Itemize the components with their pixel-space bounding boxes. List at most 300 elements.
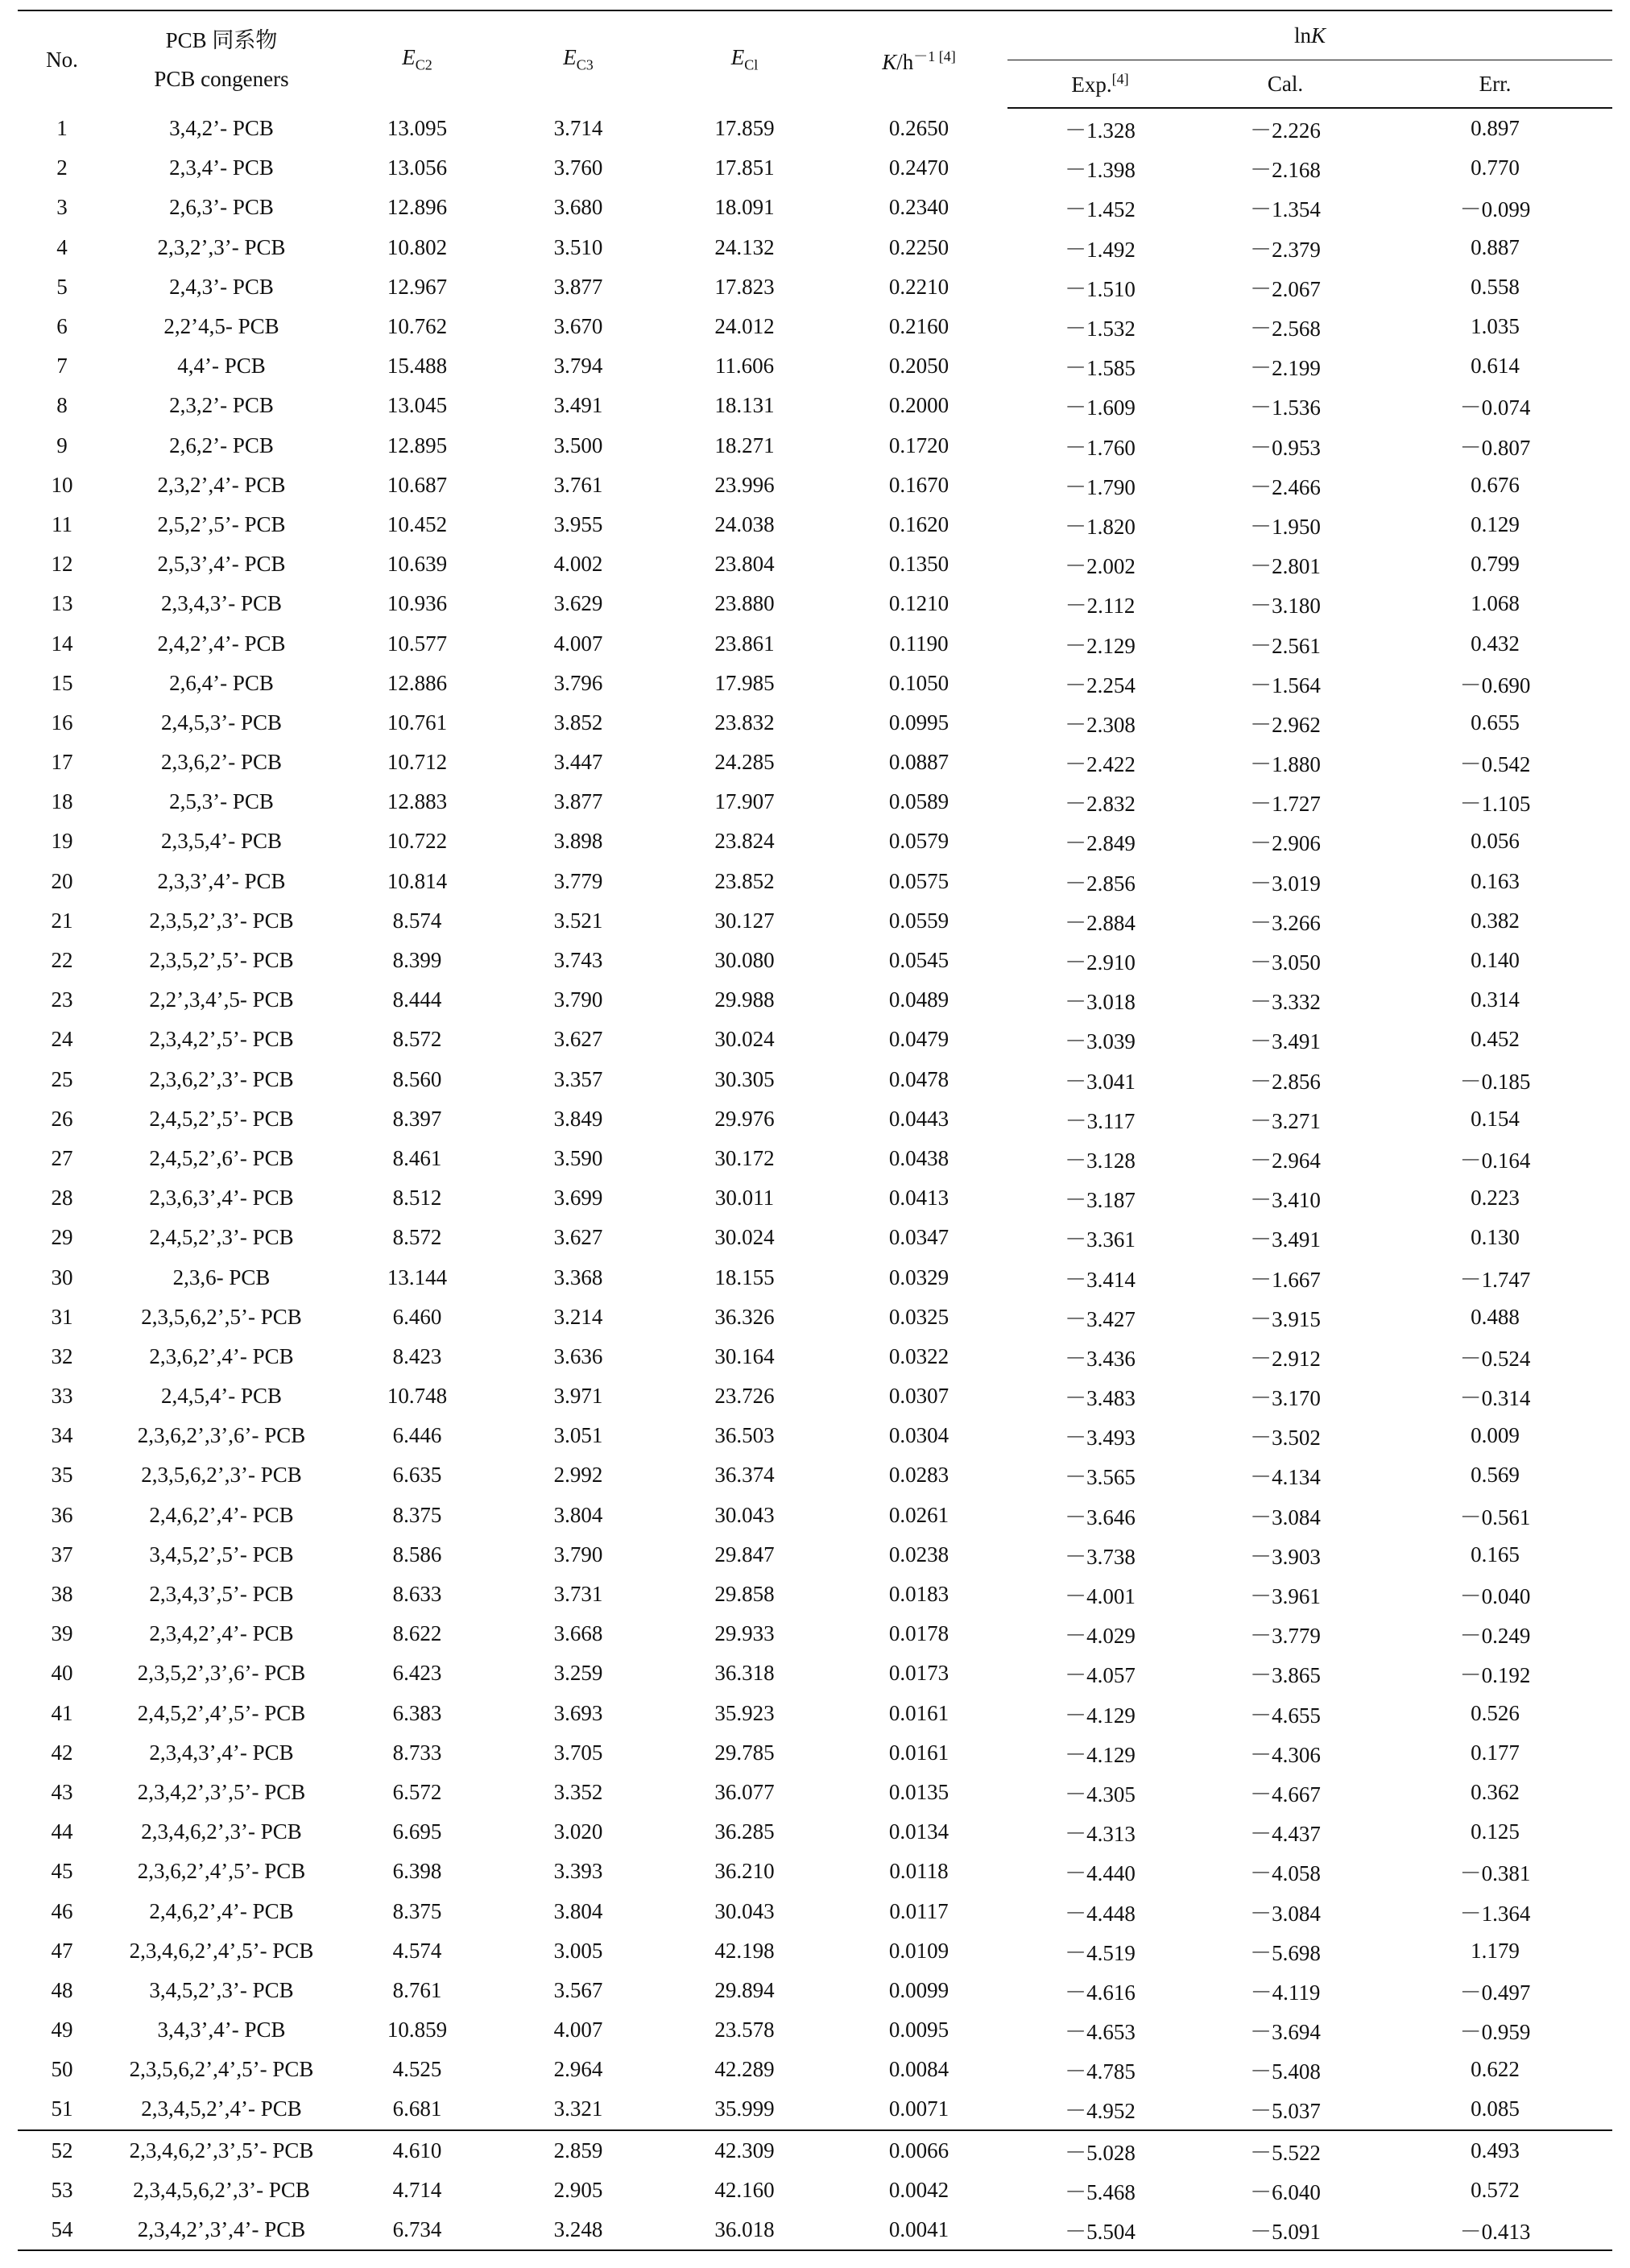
row-no: 53 bbox=[51, 2177, 73, 2202]
row-congener: 2,3,5,2’,5’- PCB bbox=[149, 948, 294, 973]
row-ec3: 3.668 bbox=[553, 1621, 603, 1646]
row-lnk-exp: －5.028 bbox=[1007, 2130, 1193, 2171]
row-ecl: 24.285 bbox=[714, 750, 775, 775]
row-lnk-exp: －1.609 bbox=[1065, 395, 1136, 420]
row-congener: 2,3,4,3’- PCB bbox=[160, 591, 283, 616]
table-row bbox=[18, 1931, 1612, 1971]
row-lnk-err: －0.381 bbox=[1459, 1861, 1531, 1886]
row-k: 0.0173 bbox=[888, 1661, 949, 1686]
row-congener: 2,4,5,2’,3’- PCB bbox=[149, 1225, 294, 1250]
row-k: 0.1050 bbox=[888, 670, 949, 695]
row-no: 38 bbox=[51, 1582, 73, 1607]
row-lnk-exp: －4.952 bbox=[1065, 2099, 1136, 2124]
row-ecl: 29.976 bbox=[714, 1106, 775, 1131]
table-row bbox=[18, 108, 1612, 148]
row-lnk-exp: －2.832 bbox=[1065, 792, 1136, 817]
row-congener: 2,6,2’- PCB bbox=[169, 432, 274, 457]
row-no: 11 bbox=[52, 511, 72, 536]
row-lnk-exp: －5.468 bbox=[1065, 2179, 1136, 2204]
row-congener: 2,3,5,2’,3’,6’- PCB bbox=[137, 1661, 306, 1686]
row-lnk-cal: －2.199 bbox=[1250, 356, 1321, 381]
row-no: 13 bbox=[51, 591, 73, 616]
row-no: 15 bbox=[51, 670, 73, 695]
row-ecl: 29.847 bbox=[714, 1542, 775, 1566]
row-ecl: 17.859 bbox=[714, 115, 775, 140]
row-lnk-cal: －4.119 bbox=[1250, 1980, 1321, 2005]
row-congener: 2,3,5,6,2’,3’- PCB bbox=[141, 1463, 302, 1488]
row-lnk-err: －0.074 bbox=[1459, 395, 1531, 420]
table-row bbox=[18, 1614, 1612, 1653]
row-ecl: 23.726 bbox=[714, 1384, 775, 1409]
row-no: 6 bbox=[56, 314, 68, 339]
row-ecl: 30.305 bbox=[714, 1066, 775, 1091]
row-ec3: 3.590 bbox=[553, 1145, 603, 1170]
row-ec3: 3.321 bbox=[553, 2096, 603, 2121]
row-congener: 2,3,4,2’,5’- PCB bbox=[149, 1027, 294, 1052]
row-ecl: 36.374 bbox=[714, 1463, 775, 1488]
row-lnk-cal: －2.067 bbox=[1250, 276, 1321, 301]
row-ecl: 17.823 bbox=[714, 274, 775, 299]
row-k: 0.0413 bbox=[888, 1186, 949, 1211]
row-ec2: 8.572 bbox=[392, 1225, 442, 1250]
table-row bbox=[18, 346, 1612, 386]
row-ec2: 6.383 bbox=[392, 1700, 442, 1725]
row-congener: 2,6,4’- PCB bbox=[169, 670, 274, 695]
row-ec2: 10.639 bbox=[387, 552, 448, 577]
row-no: 3 bbox=[56, 195, 68, 220]
row-lnk-err: －0.164 bbox=[1459, 1148, 1531, 1173]
row-ec2: 12.967 bbox=[387, 274, 448, 299]
row-ec3: 3.629 bbox=[553, 591, 603, 616]
row-lnk-exp: －1.585 bbox=[1065, 356, 1136, 381]
row-lnk-cal: －3.332 bbox=[1250, 990, 1321, 1015]
row-k: 0.0117 bbox=[889, 1898, 949, 1923]
row-ec3: 3.491 bbox=[553, 393, 603, 418]
row-k: 0.0443 bbox=[888, 1106, 949, 1131]
row-no: 31 bbox=[51, 1304, 73, 1329]
row-k: 0.0183 bbox=[888, 1582, 949, 1607]
row-ec2: 10.814 bbox=[387, 868, 448, 893]
table-row bbox=[18, 1218, 1612, 1257]
row-congener: 2,3,4,3’,4’- PCB bbox=[149, 1740, 294, 1765]
row-lnk-cal: －3.491 bbox=[1250, 1227, 1321, 1252]
row-no: 26 bbox=[51, 1106, 73, 1131]
row-ec3: 3.352 bbox=[553, 1779, 603, 1804]
row-no: 34 bbox=[51, 1423, 73, 1448]
header-no: No. bbox=[46, 47, 78, 72]
row-congener: 2,4,5,2’,5’- PCB bbox=[149, 1106, 294, 1131]
row-congener: 2,3,4,6,2’,3’- PCB bbox=[141, 1819, 302, 1844]
row-lnk-err: 0.493 bbox=[1378, 2130, 1612, 2171]
row-ec2: 8.399 bbox=[392, 948, 442, 973]
row-no: 40 bbox=[51, 1661, 73, 1686]
row-ec2: 8.375 bbox=[392, 1898, 442, 1923]
header-pcb-cn: PCB 同系物 bbox=[165, 28, 278, 52]
row-k: 0.0479 bbox=[888, 1027, 949, 1052]
row-lnk-cal: －3.903 bbox=[1250, 1544, 1321, 1569]
row-k: 0.0322 bbox=[888, 1343, 949, 1368]
row-ecl: 11.606 bbox=[714, 354, 775, 379]
header-ec3: $E_{C3}$ bbox=[563, 45, 594, 73]
table-row bbox=[18, 1099, 1612, 1139]
row-ec3: 3.705 bbox=[553, 1740, 603, 1765]
row-congener: 2,3,2’,4’- PCB bbox=[157, 472, 286, 497]
table-row bbox=[18, 584, 1612, 623]
row-congener: 2,3,2’- PCB bbox=[169, 393, 274, 418]
table-row bbox=[18, 1337, 1612, 1376]
row-lnk-cal: －3.491 bbox=[1250, 1029, 1321, 1054]
row-ecl: 35.923 bbox=[714, 1700, 775, 1725]
row-no: 12 bbox=[51, 552, 73, 577]
row-no: 27 bbox=[51, 1145, 73, 1170]
row-lnk-err: 0.085 bbox=[1471, 2096, 1520, 2121]
table-row bbox=[18, 1852, 1612, 1891]
row-ecl: 18.091 bbox=[714, 195, 775, 220]
row-no: 17 bbox=[51, 750, 73, 775]
row-ec3: 3.955 bbox=[553, 511, 603, 536]
row-no: 50 bbox=[51, 2057, 73, 2082]
row-ecl: 30.024 bbox=[714, 1027, 775, 1052]
table-row bbox=[18, 2010, 1612, 2050]
row-ecl: 42.309 bbox=[659, 2130, 830, 2171]
row-ecl: 36.077 bbox=[714, 1779, 775, 1804]
row-lnk-err: －0.561 bbox=[1459, 1504, 1531, 1529]
row-ec2: 10.577 bbox=[387, 631, 448, 656]
row-lnk-exp: －2.910 bbox=[1065, 950, 1136, 975]
row-lnk-err: 0.177 bbox=[1471, 1740, 1520, 1765]
row-ec3: 3.627 bbox=[553, 1027, 603, 1052]
row-lnk-cal: －5.091 bbox=[1193, 2210, 1378, 2250]
row-lnk-err: 0.887 bbox=[1471, 234, 1520, 259]
row-ec2: 8.444 bbox=[392, 987, 442, 1012]
row-lnk-exp: －2.129 bbox=[1065, 633, 1136, 658]
row-lnk-exp: －4.440 bbox=[1065, 1861, 1136, 1886]
table-row bbox=[18, 1060, 1612, 1099]
row-ec2: 10.802 bbox=[387, 234, 448, 259]
row-ecl: 30.043 bbox=[714, 1898, 775, 1923]
row-no: 42 bbox=[51, 1740, 73, 1765]
row-ec3: 4.007 bbox=[553, 631, 603, 656]
row-lnk-err: －0.192 bbox=[1459, 1663, 1531, 1688]
row-ec3: 3.636 bbox=[553, 1343, 603, 1368]
row-no: 52 bbox=[18, 2130, 106, 2171]
row-no: 39 bbox=[51, 1621, 73, 1646]
row-lnk-cal: －4.437 bbox=[1250, 1822, 1321, 1847]
row-k: 0.0161 bbox=[888, 1700, 949, 1725]
row-lnk-exp: －3.436 bbox=[1065, 1346, 1136, 1371]
row-ec2: 4.714 bbox=[392, 2177, 442, 2202]
row-ec3: 3.699 bbox=[553, 1186, 603, 1211]
row-congener: 2,4,2’,4’- PCB bbox=[157, 631, 286, 656]
row-no: 43 bbox=[51, 1779, 73, 1804]
row-k: 0.1210 bbox=[888, 591, 949, 616]
row-lnk-exp: －3.117 bbox=[1065, 1108, 1136, 1133]
row-lnk-exp: －1.820 bbox=[1065, 514, 1136, 539]
row-congener: 2,3,4,2’,4’- PCB bbox=[149, 1621, 294, 1646]
row-lnk-exp: －4.519 bbox=[1065, 1940, 1136, 1965]
table-row bbox=[18, 228, 1612, 267]
row-lnk-err: 0.056 bbox=[1471, 829, 1520, 854]
row-k: 0.2160 bbox=[888, 314, 949, 339]
row-lnk-exp: －2.849 bbox=[1065, 831, 1136, 856]
row-lnk-exp: －4.305 bbox=[1065, 1782, 1136, 1807]
row-lnk-exp: －5.504 bbox=[1007, 2210, 1193, 2250]
row-lnk-cal: －1.564 bbox=[1250, 673, 1321, 697]
row-ecl: 24.132 bbox=[714, 234, 775, 259]
row-congener: 2,3,4,5,2’,4’- PCB bbox=[141, 2096, 302, 2121]
row-ec2: 13.045 bbox=[387, 393, 448, 418]
row-lnk-err: 0.558 bbox=[1471, 274, 1520, 299]
row-no: 44 bbox=[51, 1819, 73, 1844]
row-ecl: 36.326 bbox=[714, 1304, 775, 1329]
row-congener: 2,3,6- PCB bbox=[172, 1264, 271, 1289]
row-lnk-err: 0.140 bbox=[1471, 948, 1520, 973]
row-lnk-cal: －2.906 bbox=[1250, 831, 1321, 856]
row-no: 33 bbox=[51, 1384, 73, 1409]
row-lnk-cal: －2.168 bbox=[1250, 158, 1321, 183]
row-ecl: 30.011 bbox=[714, 1186, 775, 1211]
row-lnk-err: 0.382 bbox=[1471, 908, 1520, 933]
table-row bbox=[18, 703, 1612, 743]
row-lnk-exp: －4.029 bbox=[1065, 1624, 1136, 1649]
row-lnk-cal: －3.050 bbox=[1250, 950, 1321, 975]
row-lnk-exp: －2.254 bbox=[1065, 673, 1136, 697]
row-lnk-cal: －2.801 bbox=[1250, 554, 1321, 579]
row-lnk-cal: －4.134 bbox=[1250, 1465, 1321, 1490]
row-ecl: 42.198 bbox=[714, 1938, 775, 1963]
row-ec2: 6.681 bbox=[392, 2096, 442, 2121]
row-lnk-cal: －2.912 bbox=[1250, 1346, 1321, 1371]
row-ecl: 18.271 bbox=[714, 432, 775, 457]
row-congener: 2,3,6,2’- PCB bbox=[160, 750, 283, 775]
row-no: 48 bbox=[51, 1977, 73, 2002]
row-ec2: 13.095 bbox=[387, 115, 448, 140]
table-row bbox=[18, 307, 1612, 346]
row-lnk-exp: －2.884 bbox=[1065, 910, 1136, 935]
row-lnk-exp: －4.313 bbox=[1065, 1822, 1136, 1847]
row-ec2: 10.722 bbox=[387, 829, 448, 854]
table-row bbox=[18, 1535, 1612, 1575]
row-ec2: 8.423 bbox=[392, 1343, 442, 1368]
row-congener: 3,4,3’,4’- PCB bbox=[157, 2018, 286, 2042]
row-ec3: 3.849 bbox=[553, 1106, 603, 1131]
row-ec2: 6.460 bbox=[392, 1304, 442, 1329]
row-ec2: 8.622 bbox=[392, 1621, 442, 1646]
row-lnk-cal: －3.266 bbox=[1250, 910, 1321, 935]
row-ec2: 15.488 bbox=[387, 354, 448, 379]
row-lnk-exp: －3.738 bbox=[1065, 1544, 1136, 1569]
row-k: 0.0283 bbox=[888, 1463, 949, 1488]
row-ecl: 17.851 bbox=[714, 155, 775, 180]
row-ec3: 3.877 bbox=[553, 274, 603, 299]
row-lnk-cal: －5.698 bbox=[1250, 1940, 1321, 1965]
row-ec2: 10.936 bbox=[387, 591, 448, 616]
row-ecl: 17.985 bbox=[714, 670, 775, 695]
table-row bbox=[18, 1178, 1612, 1218]
row-no: 10 bbox=[51, 472, 73, 497]
row-k: 0.2000 bbox=[888, 393, 949, 418]
row-k: 0.2340 bbox=[888, 195, 949, 220]
row-ecl: 30.127 bbox=[714, 908, 775, 933]
row-ec3: 3.743 bbox=[553, 948, 603, 973]
row-k: 0.0307 bbox=[888, 1384, 949, 1409]
row-k: 0.0134 bbox=[888, 1819, 949, 1844]
row-lnk-exp: －4.129 bbox=[1065, 1703, 1136, 1728]
row-ec2: 4.610 bbox=[337, 2130, 498, 2171]
row-congener: 2,4,6,2’,4’- PCB bbox=[149, 1502, 294, 1527]
row-ec3: 2.859 bbox=[498, 2130, 659, 2171]
row-lnk-exp: －3.361 bbox=[1065, 1227, 1136, 1252]
row-no: 20 bbox=[51, 868, 73, 893]
row-no: 45 bbox=[51, 1859, 73, 1884]
row-ecl: 29.988 bbox=[714, 987, 775, 1012]
row-lnk-err: 0.526 bbox=[1471, 1700, 1520, 1725]
row-ec3: 3.051 bbox=[553, 1423, 603, 1448]
table-row bbox=[18, 822, 1612, 861]
row-ec3: 3.760 bbox=[553, 155, 603, 180]
row-ec2: 10.687 bbox=[387, 472, 448, 497]
row-k: 0.0066 bbox=[830, 2130, 1007, 2171]
table-row bbox=[18, 2171, 1612, 2210]
row-lnk-err: 0.452 bbox=[1471, 1027, 1520, 1052]
row-congener: 3,4,5,2’,3’- PCB bbox=[149, 1977, 294, 2002]
row-k: 0.1350 bbox=[888, 552, 949, 577]
row-lnk-cal: －1.880 bbox=[1250, 752, 1321, 777]
row-ec2: 6.398 bbox=[392, 1859, 442, 1884]
row-lnk-cal: －0.953 bbox=[1250, 435, 1321, 460]
header-exp: Exp.[4] bbox=[1007, 60, 1193, 109]
row-lnk-cal: －2.964 bbox=[1250, 1148, 1321, 1173]
row-ecl: 42.160 bbox=[714, 2177, 775, 2202]
row-ec3: 2.964 bbox=[553, 2057, 603, 2082]
row-k: 0.0161 bbox=[888, 1740, 949, 1765]
row-lnk-exp: －4.785 bbox=[1065, 2059, 1136, 2084]
row-ec3: 3.020 bbox=[553, 1819, 603, 1844]
row-congener: 2,4,3’- PCB bbox=[169, 274, 274, 299]
row-k: 0.0109 bbox=[888, 1938, 949, 1963]
row-lnk-err: 0.676 bbox=[1471, 472, 1520, 497]
row-lnk-err: －0.497 bbox=[1459, 1980, 1531, 2005]
row-ecl: 23.852 bbox=[714, 868, 775, 893]
row-ecl: 23.824 bbox=[714, 829, 775, 854]
row-ec3: 3.214 bbox=[553, 1304, 603, 1329]
row-lnk-err: －0.314 bbox=[1459, 1386, 1531, 1411]
row-no: 46 bbox=[51, 1898, 73, 1923]
row-lnk-err: 0.223 bbox=[1471, 1186, 1520, 1211]
row-ec2: 8.461 bbox=[392, 1145, 442, 1170]
row-k: 0.0042 bbox=[888, 2177, 949, 2202]
table-row bbox=[18, 1139, 1612, 1178]
row-no: 5 bbox=[56, 274, 68, 299]
row-ecl: 30.172 bbox=[714, 1145, 775, 1170]
row-lnk-cal: －1.667 bbox=[1250, 1267, 1321, 1292]
row-ecl: 24.012 bbox=[714, 314, 775, 339]
row-congener: 2,4,6,2’,4’- PCB bbox=[149, 1898, 294, 1923]
row-lnk-err: －0.185 bbox=[1459, 1069, 1531, 1094]
header-ecl: $E_{Cl}$ bbox=[730, 45, 759, 73]
row-ec3: 2.905 bbox=[553, 2177, 603, 2202]
table-row bbox=[18, 188, 1612, 227]
row-lnk-exp: －4.616 bbox=[1065, 1980, 1136, 2005]
row-no: 23 bbox=[51, 987, 73, 1012]
row-lnk-err: 0.314 bbox=[1471, 987, 1520, 1012]
row-k: 0.0575 bbox=[888, 868, 949, 893]
row-k: 0.0095 bbox=[888, 2018, 949, 2042]
row-ec3: 3.447 bbox=[553, 750, 603, 775]
row-lnk-err: －0.249 bbox=[1459, 1624, 1531, 1649]
row-congener: 2,3,4,3’,5’- PCB bbox=[149, 1582, 294, 1607]
table-row bbox=[18, 980, 1612, 1020]
row-lnk-exp: －2.112 bbox=[1065, 594, 1136, 619]
table-row bbox=[18, 1733, 1612, 1773]
row-congener: 2,3,4’- PCB bbox=[169, 155, 274, 180]
row-k: 0.0261 bbox=[888, 1502, 949, 1527]
row-no: 24 bbox=[51, 1027, 73, 1052]
row-ec2: 4.574 bbox=[392, 1938, 442, 1963]
row-ec3: 3.693 bbox=[553, 1700, 603, 1725]
row-no: 9 bbox=[56, 432, 68, 457]
row-k: 0.0041 bbox=[830, 2210, 1007, 2250]
row-lnk-cal: －2.561 bbox=[1250, 633, 1321, 658]
table-row bbox=[18, 2130, 1612, 2171]
row-congener: 4,4’- PCB bbox=[177, 354, 266, 379]
table-body bbox=[18, 108, 1612, 2250]
row-k: 0.1190 bbox=[889, 631, 949, 656]
row-lnk-cal: －4.058 bbox=[1250, 1861, 1321, 1886]
row-ec3: 3.567 bbox=[553, 1977, 603, 2002]
table-row bbox=[18, 148, 1612, 188]
row-lnk-err: 0.622 bbox=[1471, 2057, 1520, 2082]
row-ec3: 3.790 bbox=[553, 1542, 603, 1566]
row-ecl: 29.894 bbox=[714, 1977, 775, 2002]
row-ec3: 3.898 bbox=[553, 829, 603, 854]
row-lnk-cal: －1.727 bbox=[1250, 792, 1321, 817]
row-lnk-cal: －3.694 bbox=[1250, 2020, 1321, 2045]
row-ec2: 8.574 bbox=[392, 908, 442, 933]
row-lnk-exp: －3.041 bbox=[1065, 1069, 1136, 1094]
row-k: 0.0178 bbox=[888, 1621, 949, 1646]
row-k: 0.0887 bbox=[888, 750, 949, 775]
row-lnk-err: 0.770 bbox=[1471, 155, 1520, 180]
row-lnk-err: 0.125 bbox=[1471, 1819, 1520, 1844]
row-no: 47 bbox=[51, 1938, 73, 1963]
row-congener: 2,4,5,2’,4’,5’- PCB bbox=[137, 1700, 306, 1725]
row-lnk-exp: －3.483 bbox=[1065, 1386, 1136, 1411]
row-lnk-cal: －2.568 bbox=[1250, 317, 1321, 341]
row-ecl: 36.503 bbox=[714, 1423, 775, 1448]
row-no: 28 bbox=[51, 1186, 73, 1211]
table-row bbox=[18, 267, 1612, 307]
row-ecl: 30.164 bbox=[714, 1343, 775, 1368]
row-lnk-cal: －3.084 bbox=[1250, 1504, 1321, 1529]
row-lnk-cal: －2.466 bbox=[1250, 474, 1321, 499]
row-ec3: 3.368 bbox=[553, 1264, 603, 1289]
row-ec3: 3.627 bbox=[553, 1225, 603, 1250]
row-congener: 2,3,4,5,6,2’,3’- PCB bbox=[133, 2177, 310, 2202]
row-k: 0.0325 bbox=[888, 1304, 949, 1329]
row-lnk-exp: －3.128 bbox=[1065, 1148, 1136, 1173]
table-row bbox=[18, 2210, 1612, 2250]
row-ecl: 18.155 bbox=[714, 1264, 775, 1289]
row-congener: 2,4,5,2’,6’- PCB bbox=[149, 1145, 294, 1170]
table-row bbox=[18, 1773, 1612, 1812]
row-ec2: 12.883 bbox=[387, 789, 448, 814]
row-ecl: 36.018 bbox=[659, 2210, 830, 2250]
row-ec3: 3.804 bbox=[553, 1502, 603, 1527]
row-k: 0.0071 bbox=[888, 2096, 949, 2121]
row-ecl: 29.858 bbox=[714, 1582, 775, 1607]
row-no: 4 bbox=[56, 234, 68, 259]
